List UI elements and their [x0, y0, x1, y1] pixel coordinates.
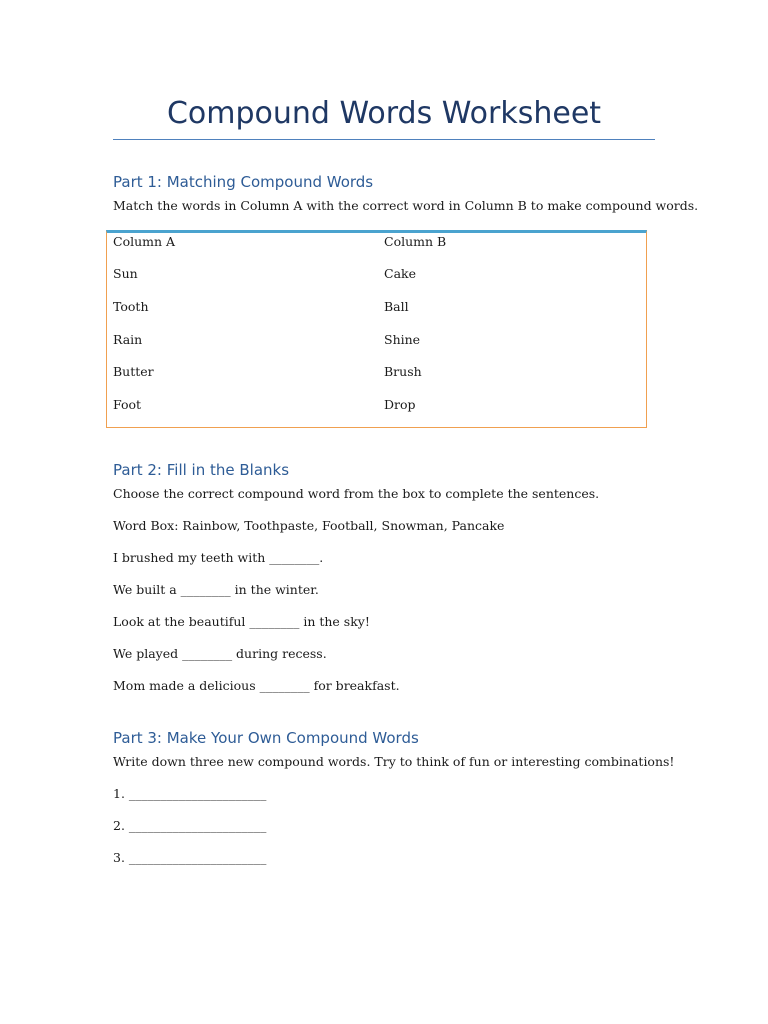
fill-in-sentence: Mom made a delicious ________ for breakfast. [113, 678, 400, 693]
table-cell-b: Cake [384, 266, 416, 281]
table-cell-a: Sun [113, 266, 138, 281]
word-box: Word Box: Rainbow, Toothpaste, Football, Snowman, Pancake [113, 518, 505, 533]
part1-instruction: Match the words in Column A with the correct word in Column B to make compound words. [113, 198, 699, 213]
fill-in-sentence: Look at the beautiful ________ in the sky! [113, 614, 370, 629]
title-underline [113, 139, 655, 140]
table-cell-b: Ball [384, 299, 409, 314]
answer-line: 3. ______________________ [113, 850, 267, 865]
fill-in-sentence: We built a ________ in the winter. [113, 582, 319, 597]
part3-instruction: Write down three new compound words. Try to think of fun or interesting combinations! [113, 754, 675, 769]
table-cell-a: Tooth [113, 299, 149, 314]
table-cell-a: Foot [113, 397, 142, 412]
answer-line: 1. ______________________ [113, 786, 267, 801]
table-header-column-a: Column A [113, 234, 176, 249]
matching-table [106, 230, 647, 428]
answer-line: 2. ______________________ [113, 818, 267, 833]
part2-instruction: Choose the correct compound word from the box to complete the sentences. [113, 486, 600, 501]
table-cell-b: Shine [384, 332, 421, 347]
table-cell-b: Drop [384, 397, 416, 412]
fill-in-sentence: We played ________ during recess. [113, 646, 327, 661]
part2-heading: Part 2: Fill in the Blanks [113, 461, 290, 479]
part1-heading: Part 1: Matching Compound Words [113, 173, 374, 191]
table-cell-b: Brush [384, 364, 422, 379]
fill-in-sentence: I brushed my teeth with ________. [113, 550, 324, 565]
table-header-column-b: Column B [384, 234, 447, 249]
part3-heading: Part 3: Make Your Own Compound Words [113, 729, 419, 747]
table-cell-a: Butter [113, 364, 154, 379]
page-title: Compound Words Worksheet [166, 96, 602, 131]
table-cell-a: Rain [113, 332, 143, 347]
